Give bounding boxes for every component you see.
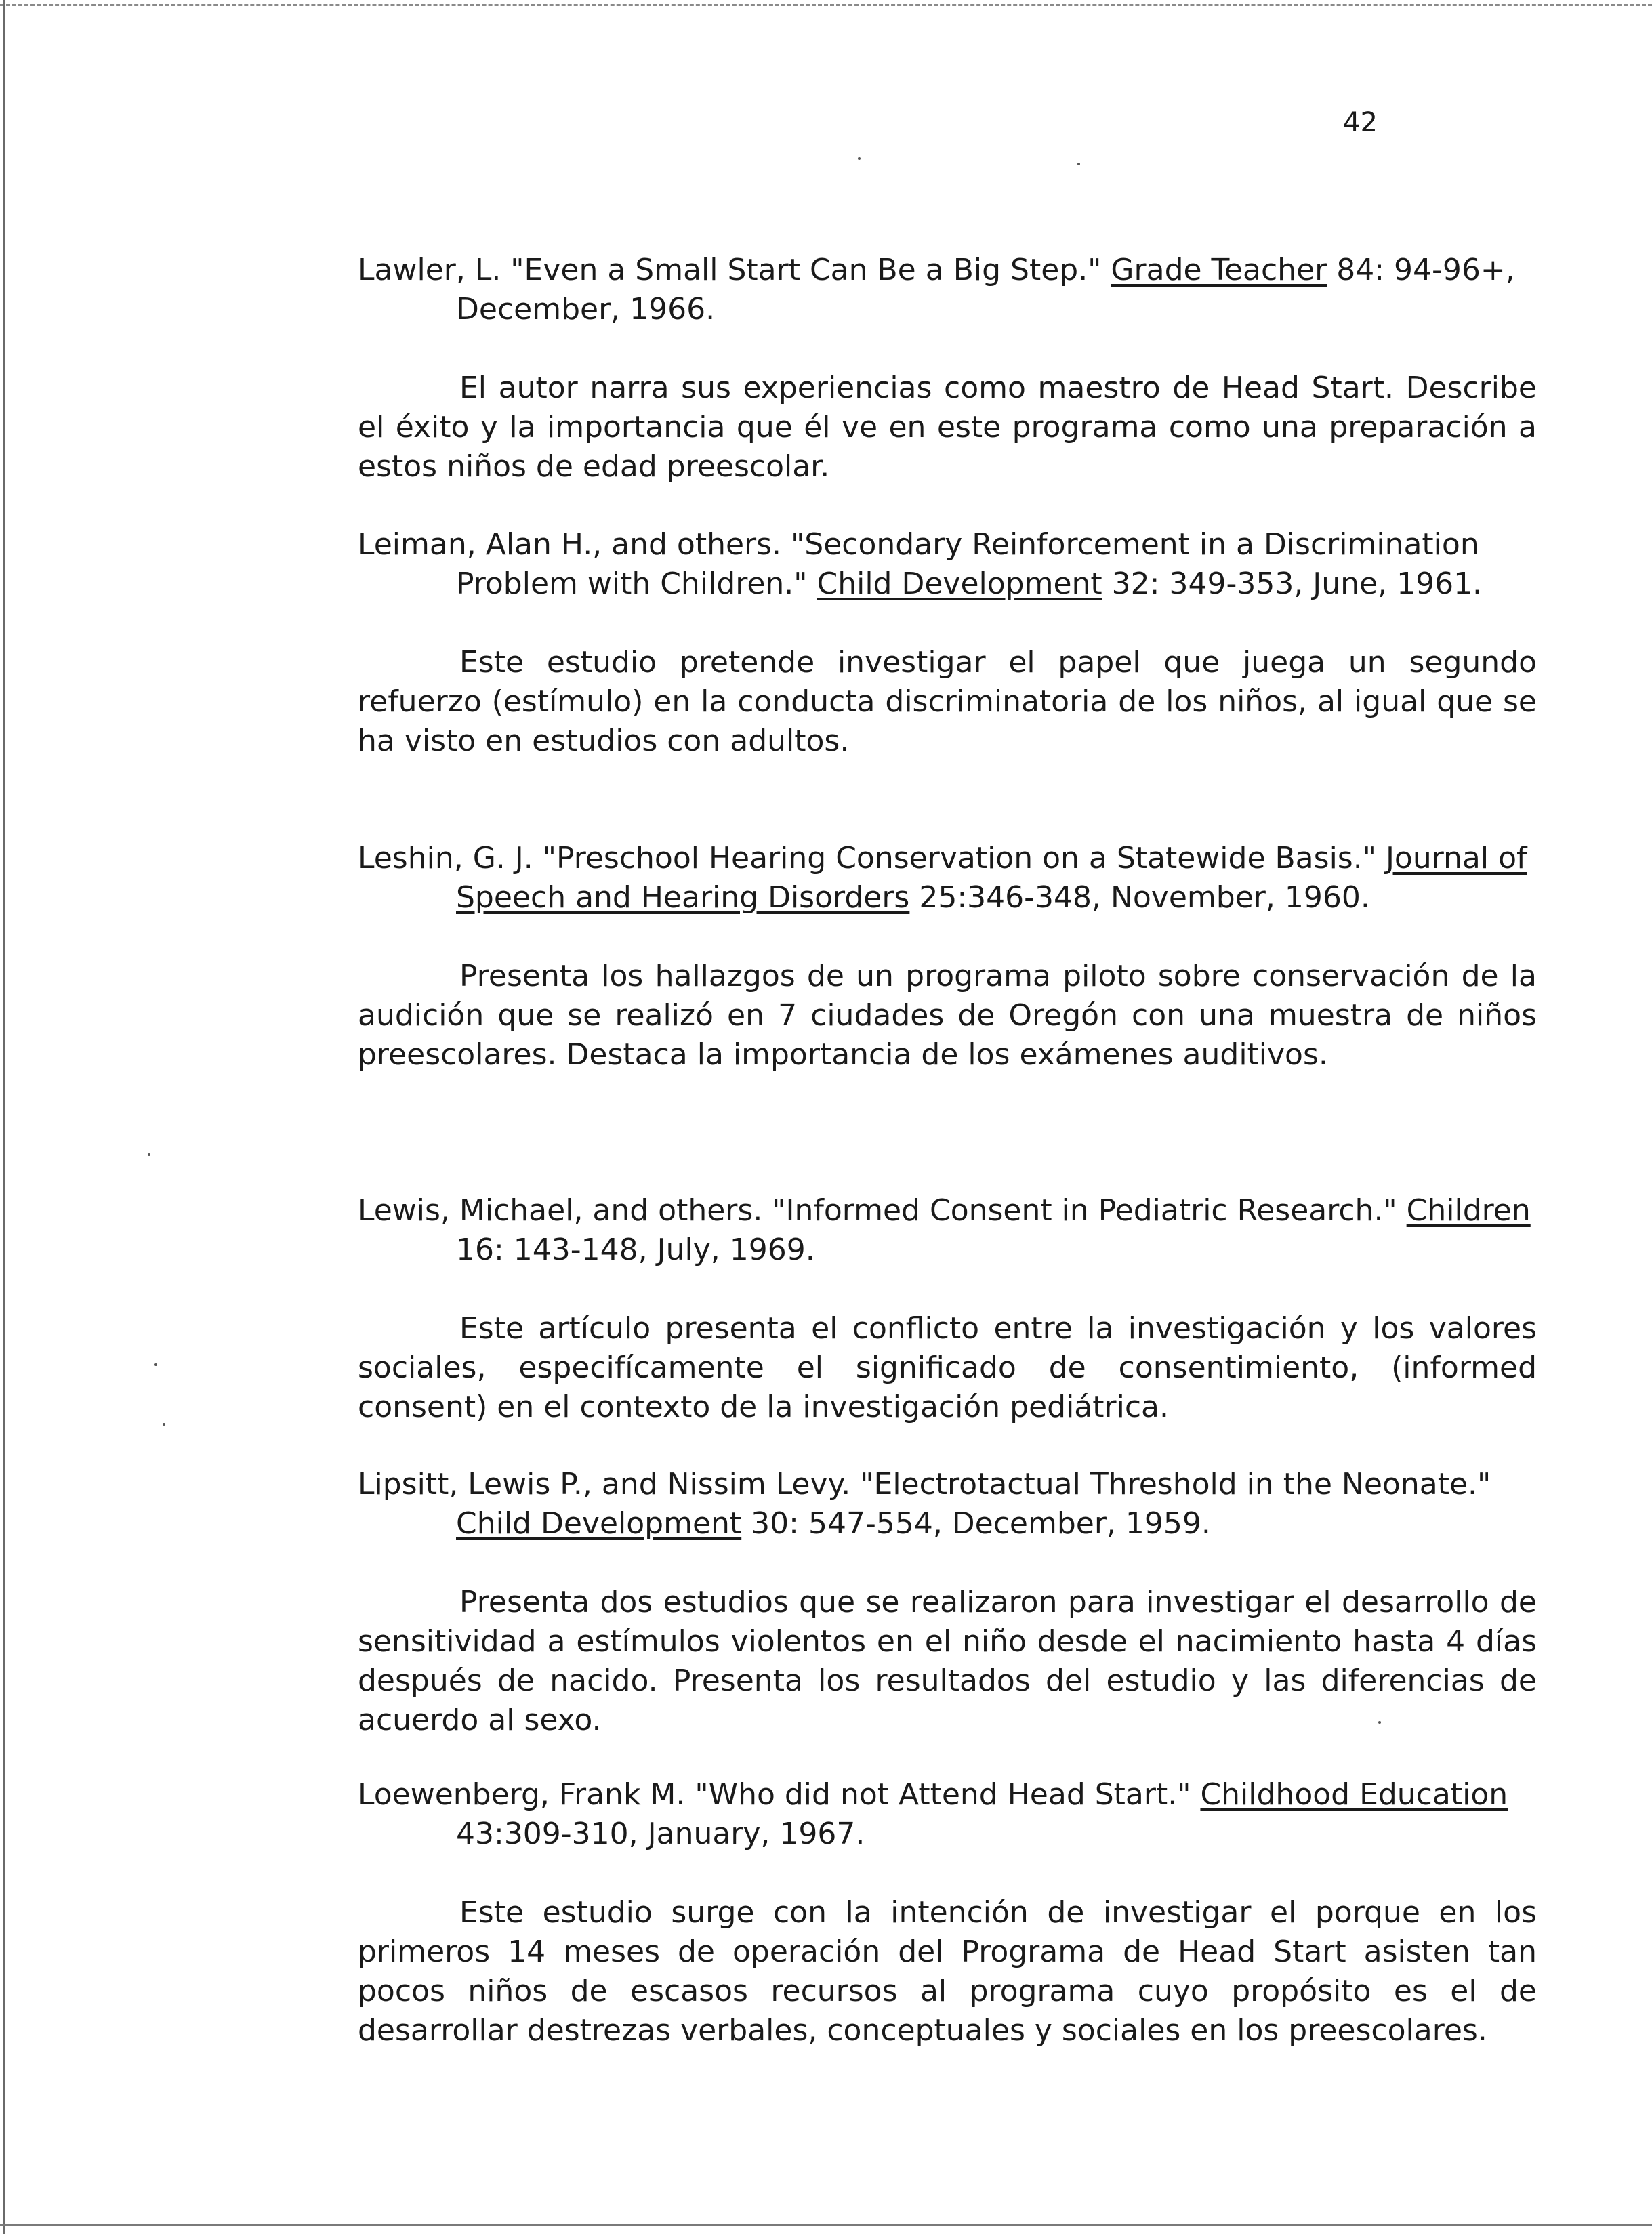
citation-details: 32: 349-353, June, 1961.	[1102, 566, 1483, 601]
scan-edge-bottom	[0, 2224, 1652, 2226]
scan-speck	[1077, 163, 1080, 165]
bibliography-entry	[358, 1465, 1537, 1740]
annotation: Este artículo presenta el conflicto entre la investigación y los valores sociales, especifícamente el significado de consentimiento, (informed consent) en el contexto de la investigación pediátrica.	[358, 1311, 1537, 1424]
bibliography-entry	[358, 839, 1537, 1075]
citation-journal: Children	[1406, 1193, 1531, 1228]
citation-journal: Journal of Speech and Hearing Disorders	[456, 841, 1527, 915]
citation-details: 84: 94-96+, December, 1966.	[456, 253, 1515, 327]
citation-journal: Child Development	[456, 1506, 742, 1541]
citation	[358, 1191, 1537, 1270]
citation-author-title: Leshin, G. J. "Preschool Hearing Conservation on a Statewide Basis."	[358, 841, 1386, 875]
bibliography-entry	[358, 251, 1537, 487]
scan-edge-top	[0, 4, 1652, 6]
citation-author-title: Lipsitt, Lewis P., and Nissim Levy. "Electrotactual Threshold in the Neonate."	[358, 1467, 1491, 1502]
citation-author-title: Leiman, Alan H., and others. "Secondary Reinforcement in a Discrimination Problem with Children."	[358, 527, 1479, 601]
bibliography-entry	[358, 1775, 1537, 2050]
page-number: 42	[1343, 107, 1378, 138]
citation-details: 16: 143-148, July, 1969.	[456, 1233, 815, 1267]
annotation: El autor narra sus experiencias como maestro de Head Start. Describe el éxito y la importancia que él ve en este programa como una preparación a estos niños de edad preescolar.	[358, 371, 1537, 484]
annotation: Este estudio pretende investigar el papel que juega un segundo refuerzo (estímulo) en la conducta discriminatoria de los niños, al igual que se ha visto en estudios con adultos.	[358, 645, 1537, 758]
scan-speck	[163, 1423, 165, 1426]
citation-author-title: Lewis, Michael, and others. "Informed Consent in Pediatric Research."	[358, 1193, 1407, 1228]
citation	[358, 525, 1537, 604]
citation-author-title: Loewenberg, Frank M. "Who did not Attend Head Start."	[358, 1777, 1201, 1812]
citation-author-title: Lawler, L. "Even a Small Start Can Be a Big Step."	[358, 253, 1111, 287]
annotation: Presenta dos estudios que se realizaron para investigar el desarrollo de sensitividad a estímulos violentos en el niño desde el nacimiento hasta 4 días después de nacido. Presenta los resultados del estudio y las diferencias de acuerdo al sexo.	[358, 1585, 1537, 1737]
scan-speck	[858, 157, 861, 160]
citation-details: 30: 547-554, December, 1959.	[741, 1506, 1211, 1541]
citation-details: 43:309-310, January, 1967.	[456, 1817, 865, 1851]
citation-journal: Childhood Education	[1200, 1777, 1508, 1812]
citation	[358, 839, 1537, 917]
citation-journal: Child Development	[817, 566, 1102, 601]
scan-edge-left	[3, 0, 5, 2234]
scan-speck	[148, 1153, 150, 1156]
citation	[358, 251, 1537, 329]
citation-journal: Grade Teacher	[1111, 253, 1327, 287]
annotation: Este estudio surge con la intención de investigar el porque en los primeros 14 meses de operación del Programa de Head Start asisten tan pocos niños de escasos recursos al programa cuyo propósito es el de desarrollar destrezas verbales, conceptuales y sociales en los preescolares.	[358, 1895, 1537, 2048]
citation	[358, 1775, 1537, 1854]
citation	[358, 1465, 1537, 1544]
citation-details: 25:346-348, November, 1960.	[909, 880, 1370, 915]
bibliography-entry	[358, 1191, 1537, 1427]
annotation: Presenta los hallazgos de un programa piloto sobre conservación de la audición que se realizó en 7 ciudades de Oregón con una muestra de niños preescolares. Destaca la importancia de los exámenes auditivos.	[358, 959, 1537, 1072]
bibliography-entry	[358, 525, 1537, 761]
scan-speck	[154, 1363, 157, 1366]
